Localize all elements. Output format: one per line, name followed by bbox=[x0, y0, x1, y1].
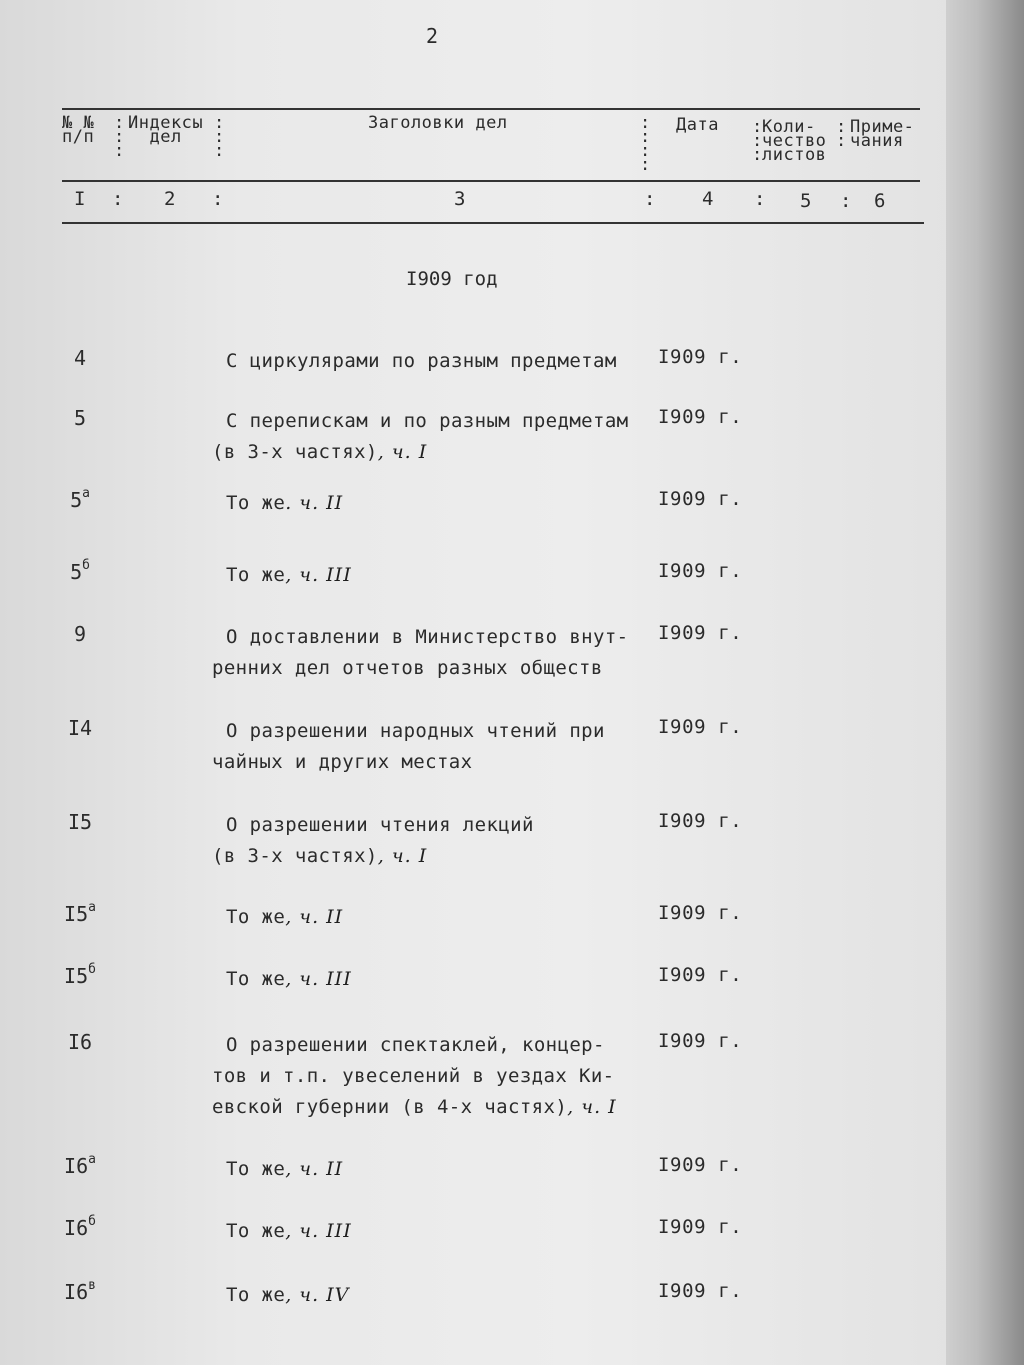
section-year: I909 год bbox=[406, 268, 498, 290]
row-date: I909 г. bbox=[658, 346, 743, 368]
row-title: О разрешении спектаклей, концер- тов и т.п. увеселений в уездах Ки- евской губернии (в 4-х частях), ч. I bbox=[212, 1034, 617, 1118]
row-title: С циркулярами по разным предметам bbox=[226, 350, 617, 372]
page-number: 2 bbox=[426, 24, 439, 48]
row-number: I4 bbox=[67, 716, 93, 740]
header-col-notes: Приме- чания bbox=[850, 117, 915, 151]
row-number: $5^а$ bbox=[70, 486, 90, 512]
header-sep: : : : : bbox=[640, 113, 651, 175]
header-sep: : : : bbox=[752, 117, 763, 165]
row-date: I909 г. bbox=[658, 560, 743, 582]
row-date: I909 г. bbox=[658, 902, 743, 924]
row-date: I909 г. bbox=[658, 1030, 743, 1052]
header-col-date: Дата bbox=[676, 115, 719, 135]
handwritten-part-note: , ч. II bbox=[285, 906, 344, 928]
row-title: То же, ч. III bbox=[226, 968, 352, 990]
header-col-number: 5 bbox=[800, 190, 812, 212]
row-number: 4 bbox=[73, 346, 87, 370]
header-col-num: № № п/п bbox=[62, 113, 95, 147]
handwritten-part-note: , ч. III bbox=[285, 1220, 352, 1242]
header-top-rule bbox=[62, 108, 920, 110]
row-date: I909 г. bbox=[658, 488, 743, 510]
handwritten-part-note: , ч. II bbox=[285, 1158, 344, 1180]
header-col-number: 3 bbox=[454, 188, 466, 210]
page-edge-shadow bbox=[946, 0, 1024, 1365]
row-number: $I6^в$ bbox=[64, 1278, 96, 1304]
handwritten-part-note: . ч. II bbox=[285, 492, 344, 514]
row-title: То же, ч. IV bbox=[226, 1284, 350, 1306]
handwritten-part-note: , ч. I bbox=[377, 845, 428, 867]
header-sep: : bbox=[644, 188, 656, 210]
header-col-number: I bbox=[74, 188, 86, 210]
row-date: I909 г. bbox=[658, 1280, 743, 1302]
row-title: О разрешении народных чтений при чайных и других местах bbox=[212, 720, 605, 773]
header-bottom-rule bbox=[62, 222, 924, 224]
handwritten-part-note: , ч. I bbox=[567, 1096, 617, 1118]
row-number: 9 bbox=[73, 622, 87, 646]
row-date: I909 г. bbox=[658, 1216, 743, 1238]
row-number: $I5^б$ bbox=[64, 962, 96, 988]
row-title: О доставлении в Министерство внут- ренних дел отчетов разных обществ bbox=[212, 626, 629, 679]
row-number: I5 bbox=[67, 810, 93, 834]
row-number: $I6^а$ bbox=[64, 1152, 96, 1178]
header-sep: : bbox=[754, 188, 766, 210]
header-mid-rule bbox=[62, 180, 920, 182]
row-number: $5^б$ bbox=[70, 558, 90, 584]
row-title: То же, ч. II bbox=[226, 906, 344, 928]
handwritten-part-note: , ч. III bbox=[285, 564, 352, 586]
row-date: I909 г. bbox=[658, 964, 743, 986]
row-title: То же, ч. III bbox=[226, 1220, 352, 1242]
handwritten-part-note: , ч. I bbox=[377, 441, 428, 463]
handwritten-part-note: , ч. IV bbox=[285, 1284, 350, 1306]
header-col-index: Индексы дел bbox=[128, 113, 204, 147]
row-title: То же. ч. II bbox=[226, 492, 344, 514]
row-title: О разрешении чтения лекций (в 3-х частях), ч. I bbox=[212, 814, 534, 867]
row-date: I909 г. bbox=[658, 406, 743, 428]
row-date: I909 г. bbox=[658, 716, 743, 738]
row-number: 5 bbox=[73, 406, 87, 430]
row-date: I909 г. bbox=[658, 622, 743, 644]
header-sep: : bbox=[212, 188, 224, 210]
row-number: $I6^б$ bbox=[64, 1214, 96, 1240]
header-sep: : bbox=[112, 188, 124, 210]
header-sep: : : : bbox=[114, 113, 125, 161]
header-col-number: 6 bbox=[874, 190, 886, 212]
header-col-sheets: Коли- чество листов bbox=[762, 117, 827, 165]
header-sep: : bbox=[840, 190, 852, 212]
header-col-number: 2 bbox=[164, 188, 176, 210]
row-number: $I5^а$ bbox=[64, 900, 96, 926]
header-sep: : : bbox=[836, 117, 847, 151]
header-col-number: 4 bbox=[702, 188, 714, 210]
row-title: То же, ч. III bbox=[226, 564, 352, 586]
row-number: I6 bbox=[67, 1030, 93, 1054]
row-date: I909 г. bbox=[658, 810, 743, 832]
row-date: I909 г. bbox=[658, 1154, 743, 1176]
header-col-titles: Заголовки дел bbox=[368, 113, 508, 133]
handwritten-part-note: , ч. III bbox=[285, 968, 352, 990]
header-sep: : : : bbox=[214, 113, 225, 161]
row-title: То же, ч. II bbox=[226, 1158, 344, 1180]
row-title: С перепискам и по разным предметам (в 3-х частях), ч. I bbox=[212, 410, 629, 463]
